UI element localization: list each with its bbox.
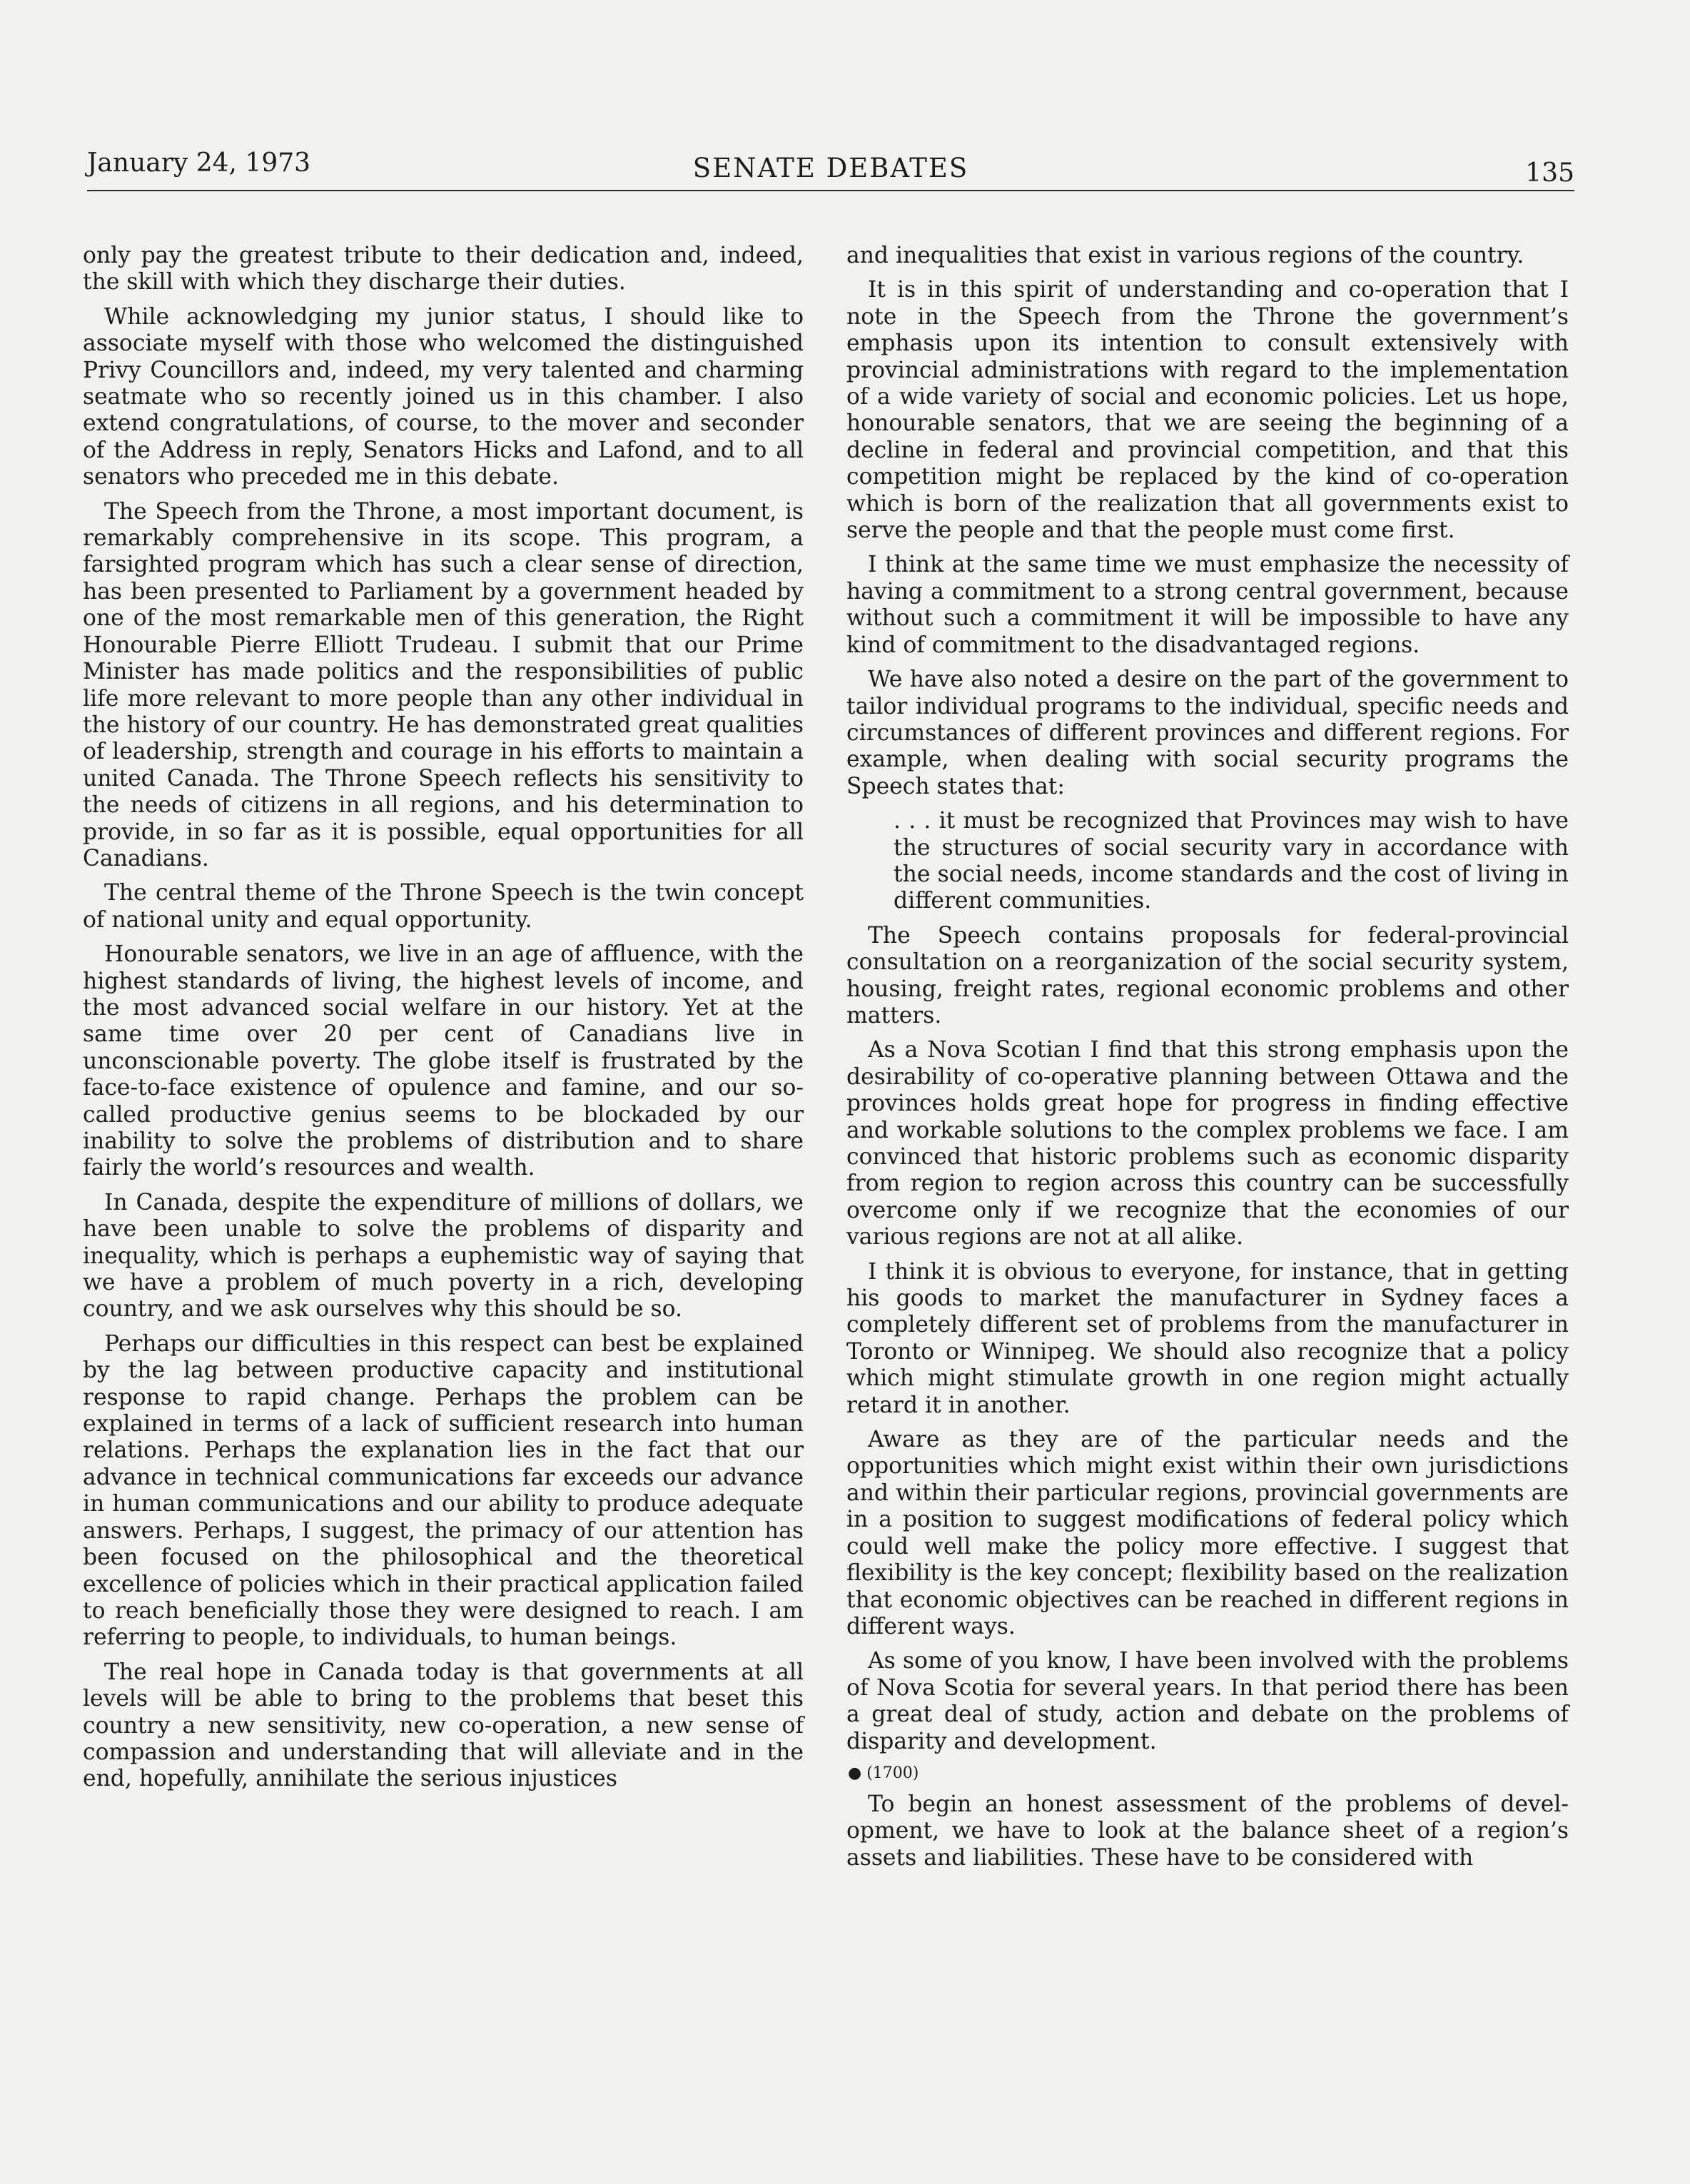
paragraph: only pay the greatest tribute to their dedication and, indeed, the skill with which they discharge their duties. bbox=[83, 243, 804, 295]
paragraph: It is in this spirit of understanding and co-operation that I note in the Speech from the Throne the government’s emphasis upon its intention to consult extensively with provincial administrations with regard to the implementation of a wide variety of social and economic policies. Let us hope, honourable senators, that we are seeing the beginning of a decline in federal and provincial competition, and that this competition might be replaced by the kind of co-operation which is born of the realization that all governments exist to serve the people and that the people must come first. bbox=[846, 277, 1569, 544]
paragraph: As a Nova Scotian I find that this strong emphasis upon the desirability of co-operative planning between Ottawa and the provinces holds great hope for progress in finding effective and workable solutions to the complex problems we face. I am convinced that historic problems such as economic disparity from region to region across this country can be successfully overcome only if we recognize that the economies of our various regions are not at all alike. bbox=[846, 1037, 1569, 1250]
paragraph: The Speech from the Throne, a most important document, is remarkably comprehensive in its scope. This program, a farsighted program which has such a clear sense of direction, has been presented to Parliament by a government headed by one of the most remarkable men of this generation, the Right Honourable Pierre Elliott Trudeau. I submit that our Prime Minister has made politics and the responsibilities of public life more relevant to more people than any other individual in the history of our country. He has demonstrated great qualities of leadership, strength and courage in his efforts to maintain a united Canada. The Throne Speech reflects his sensitivity to the needs of citizens in all regions, and his determination to provide, in so far as it is possible, equal opportunities for all Canadians. bbox=[83, 498, 804, 871]
paragraph: I think at the same time we must emphasize the necessity of having a commitment to a strong central government, because without such a commitment it will be impossible to have any kind of commitment to the disadvantaged regions. bbox=[846, 552, 1569, 658]
paragraph: As some of you know, I have been involved with the problems of Nova Scotia for several years. In that period there has been a great deal of study, action and debate on the problems of disparity and development. bbox=[846, 1648, 1569, 1754]
header-date: January 24, 1973 bbox=[87, 148, 311, 178]
paragraph: Honourable senators, we live in an age of affluence, with the highest standards of living, the highest levels of income, and the most advanced social welfare in our history. Yet at the same time over 20 per cent of Canadians live in unconscionable poverty. The globe itself is frustrated by the face-to-face existence of opulence and famine, and our so-called productive genius seems to be blockaded by our inability to solve the problems of distribution and to share fairly the world’s resources and wealth. bbox=[83, 941, 804, 1181]
paragraph: The Speech contains proposals for federal-provincial consultation on a reorganization of the social security system, housing, freight rates, regional economic problems and other matters. bbox=[846, 922, 1569, 1028]
page-number: 135 bbox=[1525, 158, 1574, 188]
left-column bbox=[83, 243, 804, 1801]
paragraph: The central theme of the Throne Speech is the twin concept of national unity and equal opportunity. bbox=[83, 880, 804, 933]
paragraph: and inequalities that exist in various regions of the country. bbox=[846, 243, 1524, 268]
paragraph: Perhaps our difficulties in this respect can best be explained by the lag between productive capacity and institutional response to rapid change. Perhaps the problem can be explained in terms of a lack of sufficient research into human relations. Perhaps the explanation lies in the fact that our advance in technical communications far exceeds our advance in human communications and our ability to produce adequate answers. Perhaps, I suggest, the primacy of our attention has been focused on the philosophical and the theoretical excellence of policies which in their practical application failed to reach beneficially those they were designed to reach. I am referring to people, to individuals, to human beings. bbox=[83, 1330, 804, 1651]
page-header bbox=[87, 148, 1574, 191]
paragraph: Aware as they are of the particular needs and the opportunities which might exist within their own jurisdictions and within their particular regions, provincial governments are in a position to suggest modifications of federal policy which could well make the policy more effective. I suggest that flexibility is the key concept; flexibility based on the realization that economic objectives can be reached in different regions in different ways. bbox=[846, 1427, 1569, 1639]
paragraph: We have also noted a desire on the part of the government to tailor individual programs to the individual, specific needs and circumstances of different provinces and different regions. For example, when dealing with social security programs the Speech states that: bbox=[846, 667, 1569, 799]
time-marker: ● (1700) bbox=[848, 1764, 919, 1782]
paragraph: I think it is obvious to everyone, for instance, that in getting his goods to market the manufacturer in Sydney faces a completely different set of problems from the manufacturer in Toronto or Winnipeg. We should also recognize that a policy which might stimulate growth in one region might actually retard it in another. bbox=[846, 1258, 1569, 1418]
paragraph: The real hope in Canada today is that governments at all levels will be able to bring to the problems that beset this country a new sensitivity, new co-operation, a new sense of compassion and understanding that will alleviate and in the end, hopefully, annihilate the serious injustices bbox=[83, 1659, 804, 1792]
paragraph: To begin an honest assessment of the problems of development, we have to look at the balance sheet of a region’s assets and liabilities. These have to be considered with bbox=[846, 1791, 1569, 1871]
paragraph: In Canada, despite the expenditure of millions of dollars, we have been unable to solve the problems of disparity and inequality, which is perhaps a euphemistic way of saying that we have a problem of much poverty in a rich, developing country, and we ask ourselves why this should be so. bbox=[83, 1189, 804, 1323]
header-title: SENATE DEBATES bbox=[692, 153, 969, 183]
block-quote: . . . it must be recognized that Provinces may wish to have the structures of social security vary in accordance with the social needs, income standards and the cost of living in different communities. bbox=[894, 808, 1569, 914]
right-column bbox=[846, 243, 1569, 1879]
paragraph: While acknowledging my junior status, I should like to associate myself with those who welcomed the distinguished Privy Councillors and, indeed, my very talented and charming seatmate who so recently joined us in this chamber. I also extend congratulations, of course, to the mover and seconder of the Address in reply, Senators Hicks and Lafond, and to all senators who preceded me in this debate. bbox=[83, 303, 804, 490]
